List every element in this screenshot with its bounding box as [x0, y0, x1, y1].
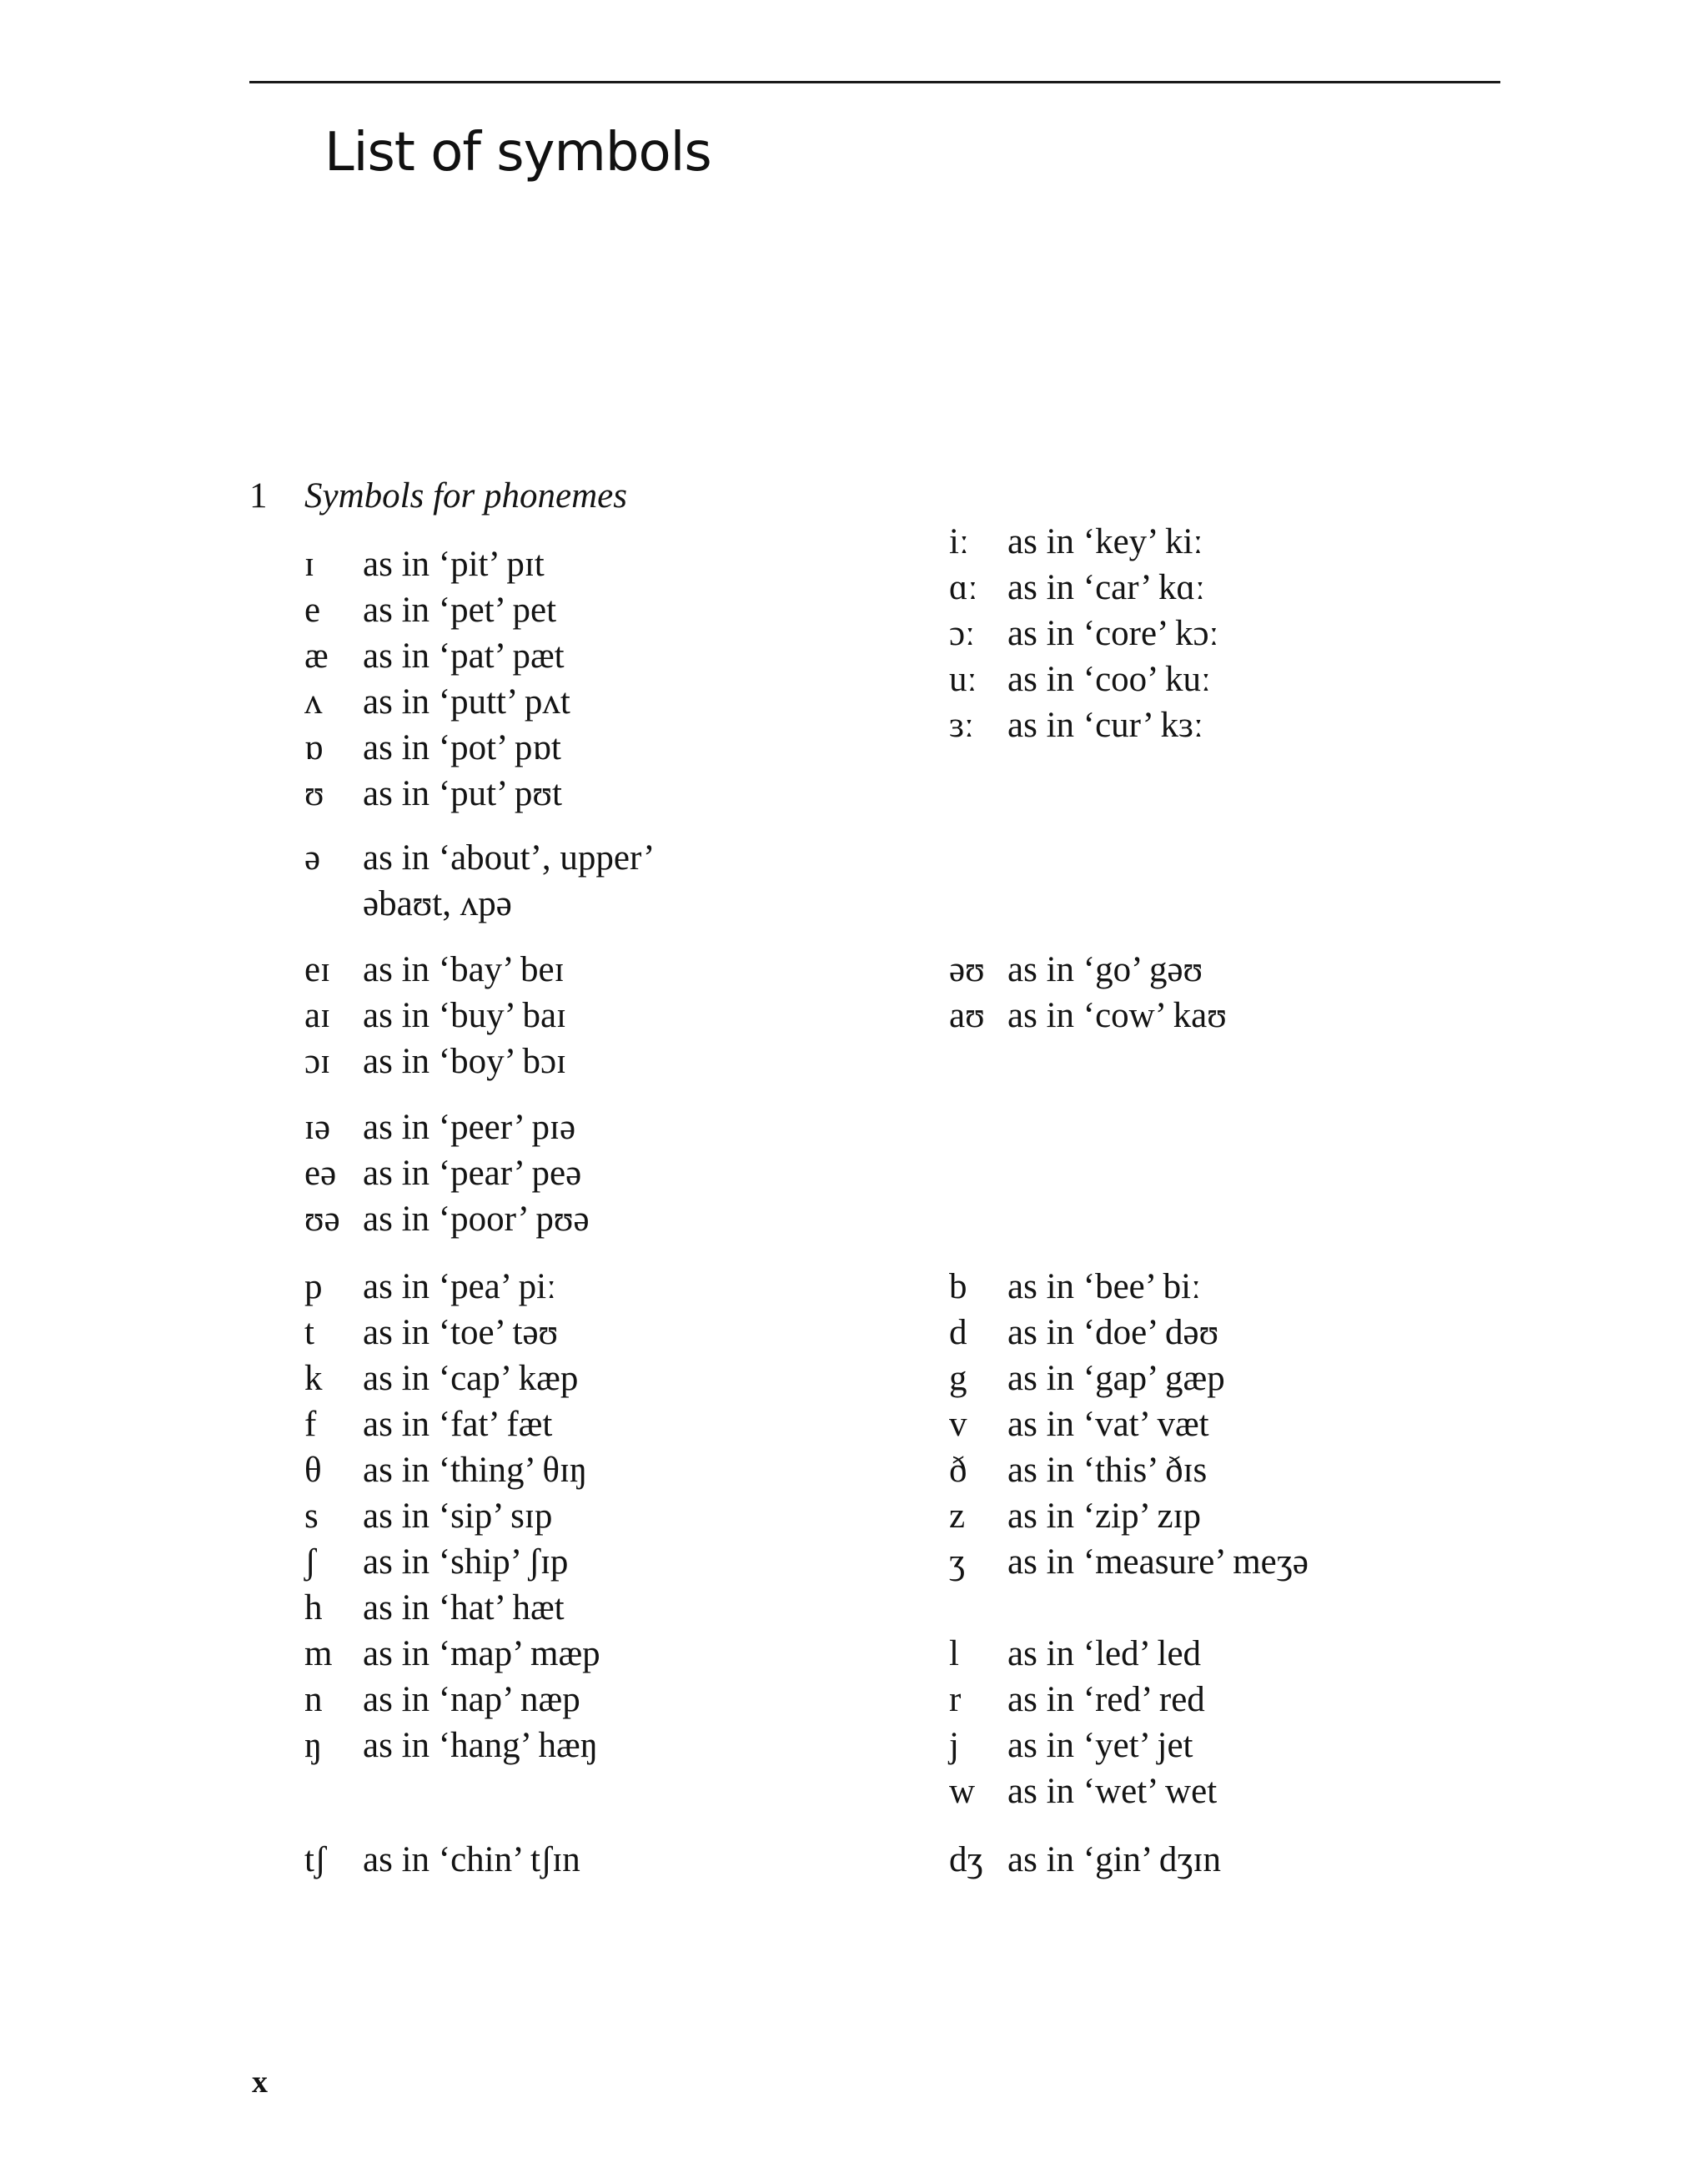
phoneme-example: as in ‘red’ red	[1007, 1680, 1205, 1719]
phoneme-example: as in ‘about’, upper’	[363, 838, 656, 878]
phoneme-symbol: r	[949, 1680, 962, 1719]
phoneme-symbol: b	[949, 1267, 967, 1306]
phoneme-symbol: eɪ	[304, 950, 331, 989]
phoneme-example: as in ‘nap’ næp	[363, 1680, 580, 1719]
phoneme-symbol: k	[304, 1359, 323, 1398]
phoneme-symbol: t	[304, 1313, 314, 1352]
phoneme-symbol: uː	[949, 660, 977, 699]
phoneme-example: as in ‘fat’ fæt	[363, 1405, 553, 1444]
phoneme-example: as in ‘pea’ piː	[363, 1267, 557, 1306]
phoneme-symbol: d	[949, 1313, 967, 1352]
phoneme-symbol: ð	[949, 1451, 967, 1490]
phoneme-example: as in ‘cur’ kɜː	[1007, 706, 1203, 745]
phoneme-example: as in ‘thing’ θɪŋ	[363, 1451, 588, 1490]
phoneme-symbol: æ	[304, 636, 329, 676]
phoneme-example: as in ‘bee’ biː	[1007, 1267, 1202, 1306]
phoneme-example: as in ‘map’ mæp	[363, 1634, 600, 1673]
phoneme-symbol: eə	[304, 1154, 337, 1193]
phoneme-example: as in ‘zip’ zɪp	[1007, 1497, 1202, 1536]
phoneme-example: as in ‘key’ kiː	[1007, 522, 1203, 561]
phoneme-symbol: ɑː	[949, 568, 978, 607]
header-rule	[249, 81, 1500, 83]
phoneme-example: as in ‘coo’ kuː	[1007, 660, 1211, 699]
phoneme-example: as in ‘peer’ pɪə	[363, 1108, 576, 1147]
phoneme-symbol: ɔː	[949, 614, 976, 653]
phoneme-symbol: ʒ	[949, 1542, 966, 1582]
phoneme-symbol: aɪ	[304, 996, 331, 1035]
phoneme-example: as in ‘buy’ baɪ	[363, 996, 566, 1035]
phoneme-example: as in ‘pear’ peə	[363, 1154, 582, 1193]
phoneme-example: as in ‘this’ ðɪs	[1007, 1451, 1208, 1490]
phoneme-symbol: s	[304, 1497, 319, 1536]
phoneme-example: as in ‘boy’ bɔɪ	[363, 1042, 566, 1081]
phoneme-symbol: θ	[304, 1451, 322, 1490]
phoneme-symbol: ʌ	[304, 682, 323, 722]
phoneme-symbol: j	[949, 1726, 959, 1765]
phoneme-symbol: e	[304, 591, 321, 630]
phoneme-symbol: ɒ	[304, 728, 324, 767]
phoneme-symbol: aʊ	[949, 996, 985, 1035]
phoneme-example: as in ‘toe’ təʊ	[363, 1313, 559, 1352]
phoneme-symbol: dʒ	[949, 1840, 983, 1879]
phoneme-symbol: h	[304, 1588, 323, 1627]
phoneme-symbol: z	[949, 1497, 966, 1536]
phoneme-symbol: p	[304, 1267, 323, 1306]
phoneme-example: as in ‘putt’ pʌt	[363, 682, 570, 722]
phoneme-example: as in ‘ship’ ʃɪp	[363, 1542, 569, 1582]
phoneme-symbol: ŋ	[304, 1726, 323, 1765]
page-title: List of symbols	[324, 122, 711, 184]
phoneme-symbol: v	[949, 1405, 967, 1444]
phoneme-symbol: n	[304, 1680, 323, 1719]
phoneme-example: as in ‘poor’ pʊə	[363, 1200, 590, 1239]
phoneme-example: as in ‘hat’ hæt	[363, 1588, 565, 1627]
phoneme-symbol: m	[304, 1634, 333, 1673]
phoneme-symbol: l	[949, 1634, 959, 1673]
phoneme-example: as in ‘put’ pʊt	[363, 774, 562, 813]
phoneme-symbol: ʊ	[304, 774, 324, 813]
phoneme-symbol: tʃ	[304, 1840, 327, 1879]
phoneme-symbol: w	[949, 1772, 976, 1811]
page-number: x	[252, 2065, 268, 2100]
phoneme-symbol: ɔɪ	[304, 1042, 331, 1081]
phoneme-example: as in ‘doe’ dəʊ	[1007, 1313, 1219, 1352]
phoneme-example: as in ‘sip’ sɪp	[363, 1497, 553, 1536]
section-number: 1	[249, 476, 268, 516]
phoneme-symbol: ʊə	[304, 1200, 340, 1239]
phoneme-example: as in ‘hang’ hæŋ	[363, 1726, 598, 1765]
phoneme-example: as in ‘pet’ pet	[363, 591, 557, 630]
phoneme-symbol: ə	[304, 838, 321, 878]
phoneme-example: as in ‘pat’ pæt	[363, 636, 565, 676]
phoneme-example: as in ‘core’ kɔː	[1007, 614, 1219, 653]
phoneme-symbol: əʊ	[949, 950, 985, 989]
phoneme-example: as in ‘car’ kɑː	[1007, 568, 1205, 607]
phoneme-example: as in ‘yet’ jet	[1007, 1726, 1193, 1765]
phoneme-symbol: ɜː	[949, 706, 975, 745]
section-title: Symbols for phonemes	[304, 476, 627, 516]
phoneme-symbol: f	[304, 1405, 317, 1444]
phoneme-example: as in ‘gin’ dʒɪn	[1007, 1840, 1221, 1879]
phoneme-example: as in ‘cap’ kæp	[363, 1359, 579, 1398]
phoneme-example: as in ‘chin’ tʃɪn	[363, 1840, 580, 1879]
phoneme-example: as in ‘wet’ wet	[1007, 1772, 1218, 1811]
phoneme-symbol: iː	[949, 522, 969, 561]
phoneme-example: əbaʊt, ʌpə	[363, 884, 512, 923]
phoneme-example: as in ‘measure’ meʒə	[1007, 1542, 1309, 1582]
phoneme-example: as in ‘pit’ pɪt	[363, 545, 545, 584]
phoneme-example: as in ‘bay’ beɪ	[363, 950, 565, 989]
phoneme-symbol: g	[949, 1359, 967, 1398]
phoneme-example: as in ‘go’ gəʊ	[1007, 950, 1203, 989]
phoneme-example: as in ‘pot’ pɒt	[363, 728, 561, 767]
phoneme-symbol: ɪ	[304, 545, 314, 584]
phoneme-symbol: ɪə	[304, 1108, 331, 1147]
phoneme-symbol: ʃ	[304, 1542, 317, 1582]
phoneme-example: as in ‘gap’ gæp	[1007, 1359, 1225, 1398]
phoneme-example: as in ‘cow’ kaʊ	[1007, 996, 1227, 1035]
phoneme-example: as in ‘led’ led	[1007, 1634, 1202, 1673]
phoneme-example: as in ‘vat’ væt	[1007, 1405, 1209, 1444]
